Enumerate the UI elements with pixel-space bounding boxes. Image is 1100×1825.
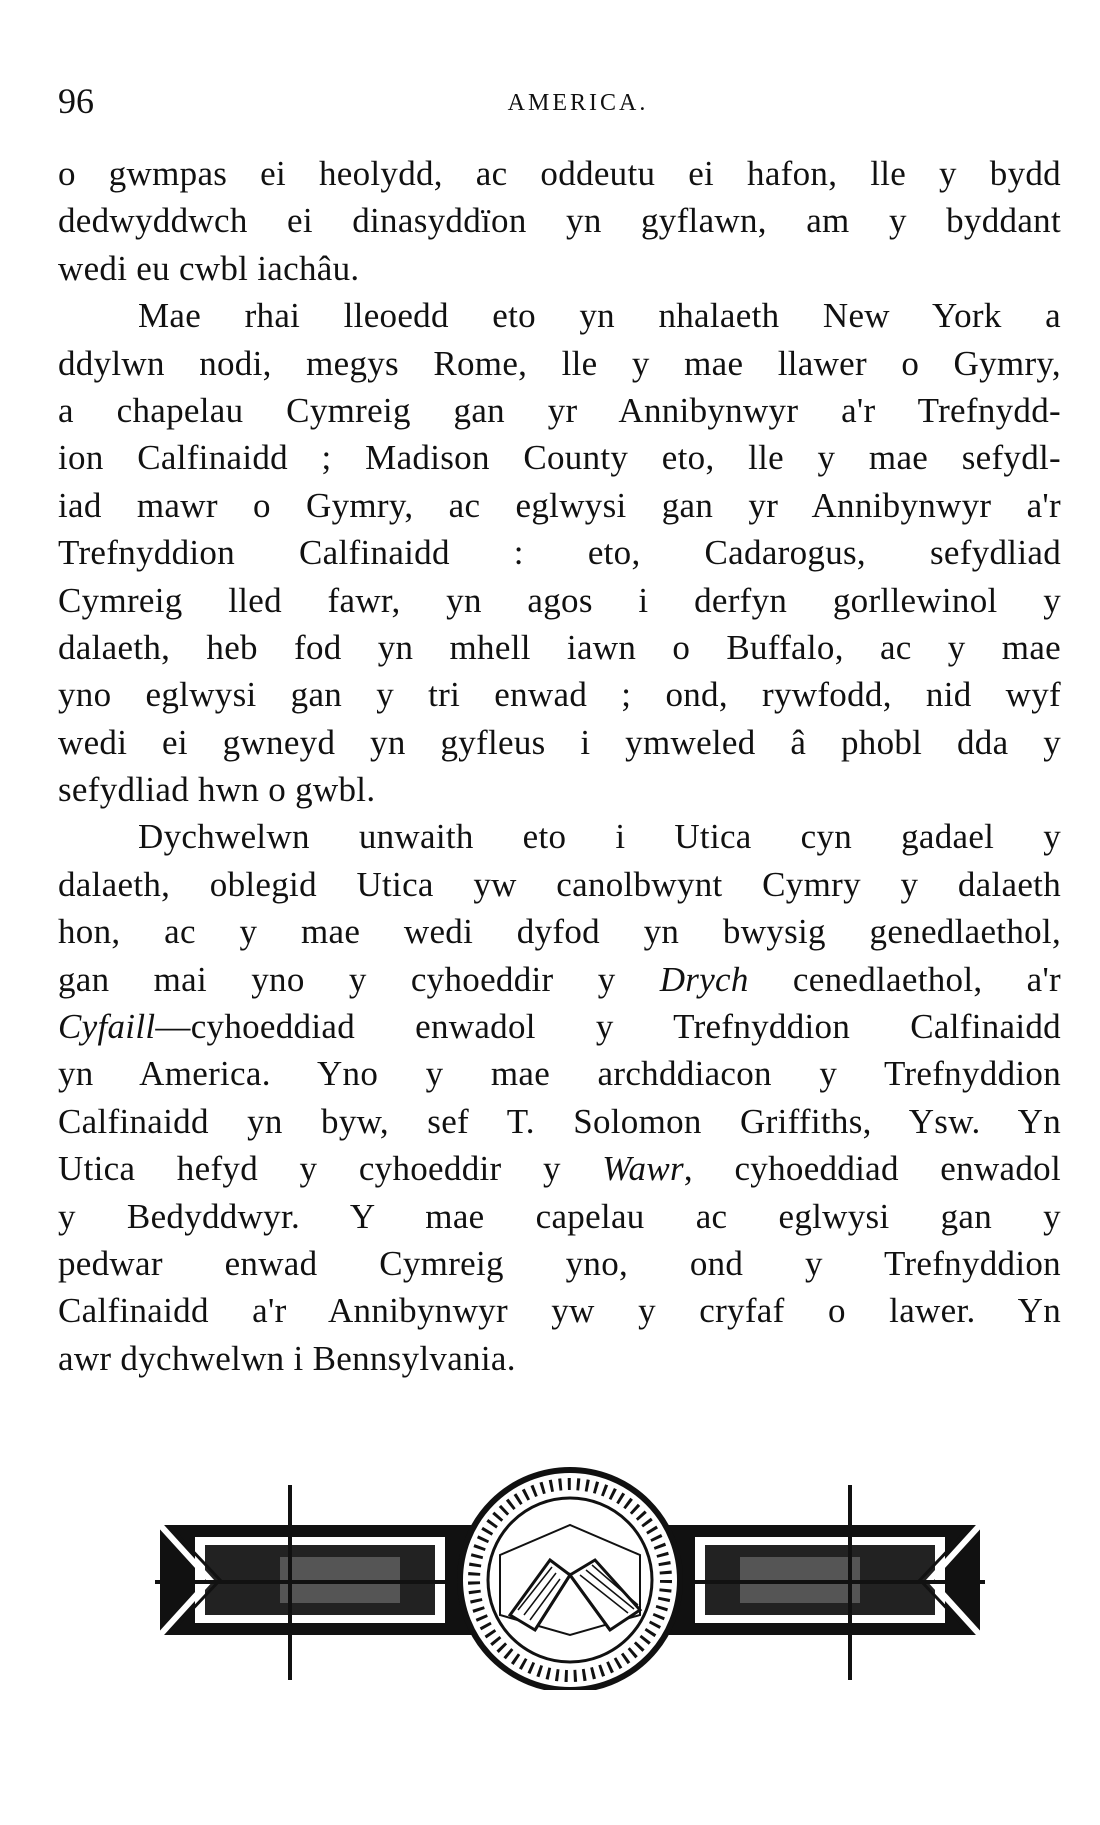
- text-line: dedwyddwch ei dinasyddïon yn gyflawn, am y byddant: [58, 201, 1061, 241]
- text-line: yn America. Yno y mae archddiacon y Trefnyddion: [58, 1054, 1061, 1094]
- text-line: yno eglwysi gan y tri enwad ; ond, rywfodd, nid wyf: [58, 675, 1061, 715]
- text-line: awr dychwelwn i Bennsylvania.: [58, 1338, 516, 1378]
- text-line: Dychwelwn unwaith eto i Utica cyn gadael y: [138, 817, 1061, 857]
- text-line: y Bedyddwyr. Y mae capelau ac eglwysi gan y: [58, 1196, 1061, 1236]
- text-line: hon, ac y mae wedi dyfod yn bwysig genedlaethol,: [58, 912, 1061, 952]
- text-line: wedi eu cwbl iachâu.: [58, 248, 360, 288]
- text-run: , cyhoeddiad enwadol: [683, 1149, 1061, 1189]
- text-line: dalaeth, oblegid Utica yw canolbwynt Cymry y dalaeth: [58, 864, 1061, 904]
- page-header: [58, 80, 1058, 130]
- text-line: dalaeth, heb fod yn mhell iawn o Buffalo, ac y mae: [58, 627, 1061, 667]
- periodical-title: Drych: [659, 959, 749, 999]
- text-line: [58, 1003, 1061, 1050]
- text-line: Trefnyddion Calfinaidd : eto, Cadarogus, sefydliad: [58, 533, 1061, 573]
- text-run: —cyhoeddiad enwadol y Trefnyddion Calfinaidd: [155, 1007, 1061, 1047]
- page-number: 96: [58, 81, 94, 121]
- text-line: wedi ei gwneyd yn gyfleus i ymweled â phobl dda y: [58, 722, 1061, 762]
- text-line: Mae rhai lleoedd eto yn nhalaeth New York a: [138, 296, 1061, 336]
- text-line: Calfinaidd yn byw, sef T. Solomon Griffiths, Ysw. Yn: [58, 1101, 1061, 1141]
- text-line: iad mawr o Gymry, ac eglwysi gan yr Annibynwyr a'r: [58, 485, 1061, 525]
- running-title: AMERICA.: [507, 90, 649, 116]
- periodical-title: Wawr: [602, 1149, 684, 1189]
- periodical-title: Cyfaill: [58, 1007, 156, 1047]
- text-line: o gwmpas ei heolydd, ac oddeutu ei hafon, lle y bydd: [58, 154, 1061, 193]
- text-line: [58, 956, 1061, 1003]
- text-run: cenedlaethol, a'r: [792, 959, 1062, 999]
- text-line: ion Calfinaidd ; Madison County eto, lle y mae sefydl-: [58, 438, 1061, 478]
- text-line: sefydliad hwn o gwbl.: [58, 770, 376, 810]
- text-line: Cymreig lled fawr, yn agos i derfyn gorllewinol y: [58, 580, 1061, 620]
- text-line: Calfinaidd a'r Annibynwyr yw y cryfaf o lawer. Yn: [58, 1291, 1061, 1331]
- text-run: gan mai yno y cyhoeddir y: [58, 959, 616, 999]
- text-line: a chapelau Cymreig gan yr Annibynwyr a'r Trefnydd-: [58, 390, 1061, 430]
- body-text: [58, 150, 1061, 1382]
- text-line: pedwar enwad Cymreig yno, ond y Trefnyddion: [58, 1243, 1061, 1283]
- medallion: [460, 1470, 680, 1690]
- text-run: Utica hefyd y cyhoeddir y: [58, 1149, 561, 1189]
- text-line: [58, 1145, 1061, 1192]
- tailpiece-ornament: [150, 1465, 990, 1690]
- text-line: ddylwn nodi, megys Rome, lle y mae llawer o Gymry,: [58, 343, 1061, 383]
